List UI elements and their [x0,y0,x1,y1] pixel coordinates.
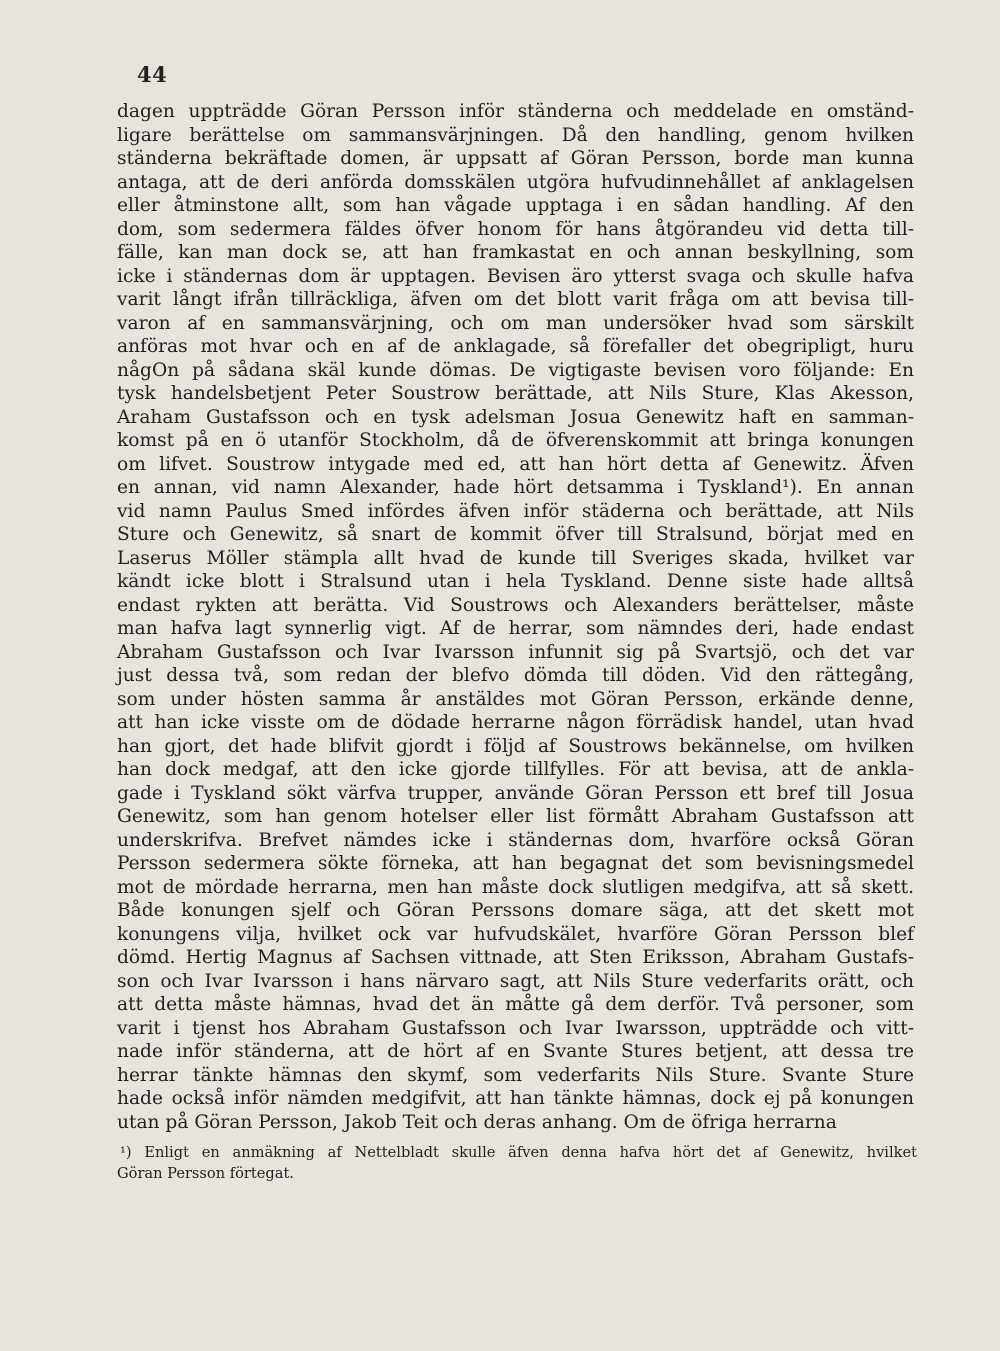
text-line: underskrifva. Brefvet nämdes icke i ständernas dom, hvarföre också Göran [117,829,914,851]
text-line: han gjort, det hade blifvit gjordt i följd af Soustrows bekännelse, om hvilken [117,735,914,757]
text-line: Persson sedermera sökte förneka, att han begagnat det som bevisningsmedel [117,853,914,874]
text-line: antaga, att de deri anförda domsskälen utgöra hufvudinnehållet af anklagelsen [117,171,914,193]
text-line: just dessa två, som redan der blefvo dömda till döden. Vid den rättegång, [117,665,914,686]
text-line: han dock medgaf, att den icke gjorde tillfylles. För att bevisa, att de ankla- [117,759,914,780]
text-line: endast rykten att berätta. Vid Soustrows och Alexanders berättelser, måste [117,594,914,616]
text-line: anföras mot hvar och en af de anklagade, så förefaller det obegripligt, huru [117,336,914,357]
text-line: kändt icke blott i Stralsund utan i hela Tyskland. Denne siste hade alltså [117,571,914,592]
text-line: son och Ivar Ivarsson i hans närvaro sagt, att Nils Sture vederfarits orätt, och [117,970,914,992]
text-line: dömd. Hertig Magnus af Sachsen vittnade, att Sten Eriksson, Abraham Gustafs- [117,947,914,968]
text-line: mot de mördade herrarna, men han måste dock slutligen medgifva, att så skett. [117,876,914,898]
text-line: dagen uppträdde Göran Persson inför ständerna och meddelade en omständ- [117,101,914,122]
text-line: ständerna bekräftade domen, är uppsatt af Göran Persson, borde man kunna [117,148,914,169]
text-line: komst på en ö utanför Stockholm, då de öfverenskommit att bringa konungen [117,430,914,451]
text-line: dom, som sedermera fäldes öfver honom för hans åtgörandeu vid detta till- [117,218,914,240]
text-line: konungens vilja, hvilket ock var hufvudskälet, hvarföre Göran Persson blef [117,923,914,945]
text-line: Genewitz, som han genom hotelser eller list förmått Abraham Gustafsson att [117,806,914,827]
page-number: 44 [137,62,168,87]
text-line: en annan, vid namn Alexander, hade hört detsamma i Tyskland¹). En annan [117,477,914,498]
text-line: Abraham Gustafsson och Ivar Ivarsson infunnit sig på Svartsjö, och det var [117,641,914,663]
text-line: som under hösten samma år anstäldes mot Göran Persson, erkände denne, [117,688,914,710]
text-line: ligare berättelse om sammansvärjningen. Då den handling, genom hvilken [117,124,914,146]
footnote-line: ¹) Enligt en anmäkning af Nettelbladt skulle äfven denna hafva hört det af Genewitz, hvilket [120,1144,917,1161]
text-line: Både konungen sjelf och Göran Perssons domare säga, att det skett mot [117,900,914,921]
text-line: icke i ständernas dom är upptagen. Bevisen äro ytterst svaga och skulle hafva [117,265,914,287]
text-line: Laserus Möller stämpla allt hvad de kunde till Sveriges skada, hvilket var [117,547,914,569]
text-line: Araham Gustafsson och en tysk adelsman Josua Genewitz haft en samman- [117,406,914,428]
text-line: varon af en sammansvärjning, och om man undersöker hvad som särskilt [117,312,914,334]
text-line: någOn på sådana skäl kunde dömas. De vigtigaste bevisen voro följande: En [117,359,914,381]
text-line: Sture och Genewitz, så snart de kommit öfver till Stralsund, börjat med en [117,524,914,545]
text-line: man hafva lagt synnerlig vigt. Af de herrar, som nämndes deri, hade endast [117,618,914,639]
text-line: att detta måste hämnas, hvad det än måtte gå dem derför. Två personer, som [117,994,914,1015]
text-line: att han icke visste om de dödade herrarne någon förrädisk handel, utan hvad [117,712,914,733]
text-line: hade också inför nämden medgifvit, att han tänkte hämnas, dock ej på konungen [117,1088,914,1109]
footnote-line: Göran Persson förtegat. [117,1165,294,1182]
text-line: gade i Tyskland sökt värfva trupper, använde Göran Persson ett bref till Josua [117,782,914,804]
text-line: vid namn Paulus Smed infördes äfven inför städerna och berättade, att Nils [117,500,914,522]
text-line: nade inför ständerna, att de hört af en Svante Stures betjent, att dessa tre [117,1041,914,1062]
footnote [117,1142,917,1184]
body-text [117,100,914,1134]
text-line: utan på Göran Persson, Jakob Teit och deras anhang. Om de öfriga herrarna [117,1111,837,1133]
text-line: varit långt ifrån tillräckliga, äfven om det blott varit fråga om att bevisa till- [117,289,914,310]
text-line: varit i tjenst hos Abraham Gustafsson och Ivar Iwarsson, uppträdde och vitt- [117,1017,914,1039]
text-line: eller åtminstone allt, som han vågade upptaga i en sådan handling. Af den [117,195,914,216]
text-line: fälle, kan man dock se, att han framkastat en och annan beskyllning, som [117,242,914,263]
text-line: tysk handelsbetjent Peter Soustrow berättade, att Nils Sture, Klas Akesson, [117,383,914,404]
text-line: herrar tänkte hämnas den skymf, som vederfarits Nils Sture. Svante Sture [117,1064,914,1086]
text-line: om lifvet. Soustrow intygade med ed, att han hört detta af Genewitz. Äfven [117,453,914,475]
